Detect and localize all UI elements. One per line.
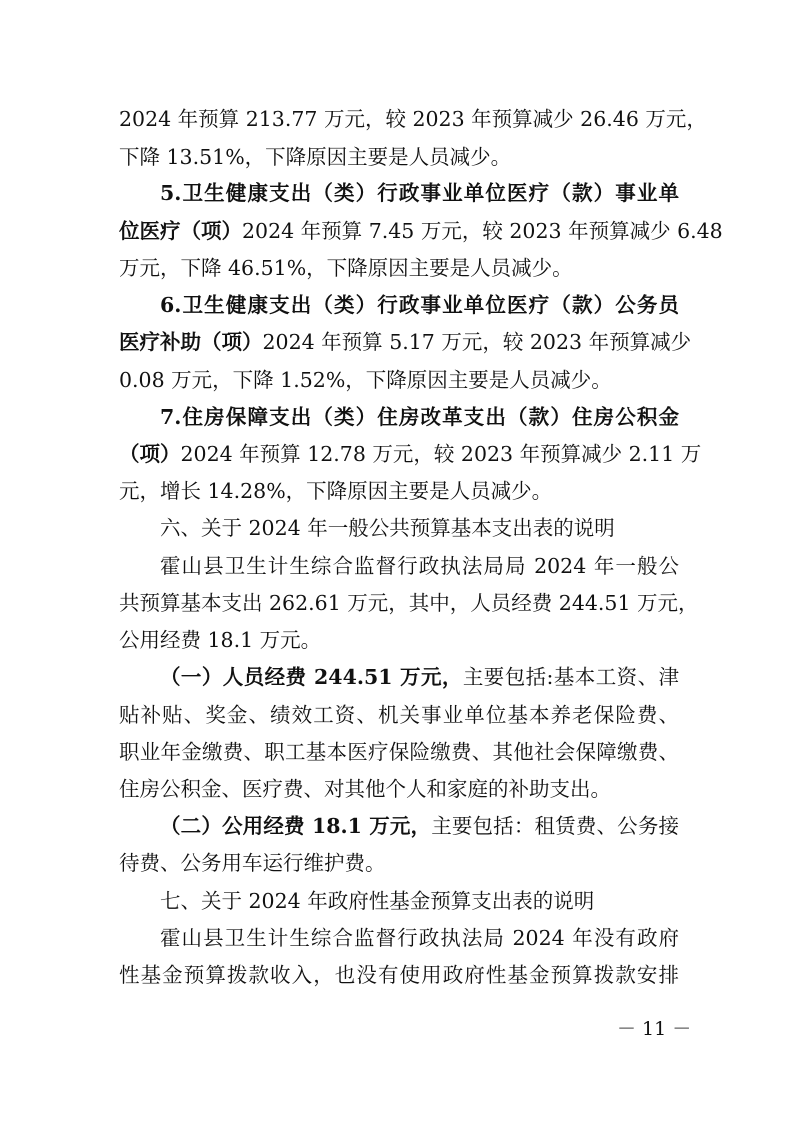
text-span: 2024 年预算 5.17 万元，较 2023 年预算减少: [262, 330, 692, 354]
text-line: [160, 811, 679, 841]
text-span: 2024 年预算 7.45 万元，较 2023 年预算减少 6.48: [242, 219, 723, 243]
section-heading: 七、关于 2024 年政府性基金预算支出表的说明: [160, 889, 595, 913]
text-line: 性基金预算拨款收入，也没有使用政府性基金预算拨款安排: [119, 963, 679, 987]
text-span: 2024 年预算 12.78 万元，较 2023 年预算减少 2.11 万: [180, 442, 702, 466]
item-heading: 6.卫生健康支出（类）行政事业单位医疗（款）公务员: [160, 293, 679, 317]
text-line: 住房公积金、医疗费、对其他个人和家庭的补助支出。: [119, 777, 611, 801]
text-line: 下降 13.51%，下降原因主要是人员减少。: [119, 145, 512, 169]
text-line: 0.08 万元，下降 1.52%，下降原因主要是人员减少。: [119, 368, 612, 392]
item-heading-cont: 医疗补助（项）: [119, 330, 263, 354]
item-heading-cont: 位医疗（项）: [119, 219, 242, 243]
text-line: 待费、公务用车运行维护费。: [119, 851, 386, 875]
section-heading: 六、关于 2024 年一般公共预算基本支出表的说明: [160, 516, 615, 540]
text-line: 元，增长 14.28%，下降原因主要是人员减少。: [119, 479, 553, 503]
item-heading: 5.卫生健康支出（类）行政事业单位医疗（款）事业单: [160, 181, 679, 205]
text-line: 职业年金缴费、职工基本医疗保险缴费、其他社会保障缴费、: [119, 740, 679, 764]
item-heading: 7.住房保障支出（类）住房改革支出（款）住房公积金: [160, 405, 679, 429]
text-line: [119, 439, 702, 469]
text-span: 主要包括:基本工资、津: [462, 665, 680, 689]
text-line: 公用经费 18.1 万元。: [119, 628, 322, 652]
subsection-heading: （二）公用经费 18.1 万元，: [160, 814, 432, 838]
item-heading-cont: （项）: [119, 442, 181, 466]
text-line: 万元，下降 46.51%，下降原因主要是人员减少。: [119, 256, 573, 280]
page-number: － 11 －: [617, 1018, 692, 1040]
subsection-heading: （一）人员经费 244.51 万元，: [160, 665, 463, 689]
text-line: [119, 327, 692, 357]
text-line: 霍山县卫生计生综合监督行政执法局局 2024 年一般公: [160, 554, 679, 578]
text-line: [160, 662, 679, 692]
text-span: 主要包括：租赁费、公务接: [431, 814, 680, 838]
text-line: 共预算基本支出 262.61 万元，其中，人员经费 244.51 万元，: [119, 591, 699, 615]
text-line: 2024 年预算 213.77 万元，较 2023 年预算减少 26.46 万元，: [119, 107, 707, 131]
text-line: 霍山县卫生计生综合监督行政执法局 2024 年没有政府: [160, 926, 679, 950]
text-line: 贴补贴、奖金、绩效工资、机关事业单位基本养老保险费、: [119, 703, 679, 727]
text-line: [119, 216, 723, 246]
